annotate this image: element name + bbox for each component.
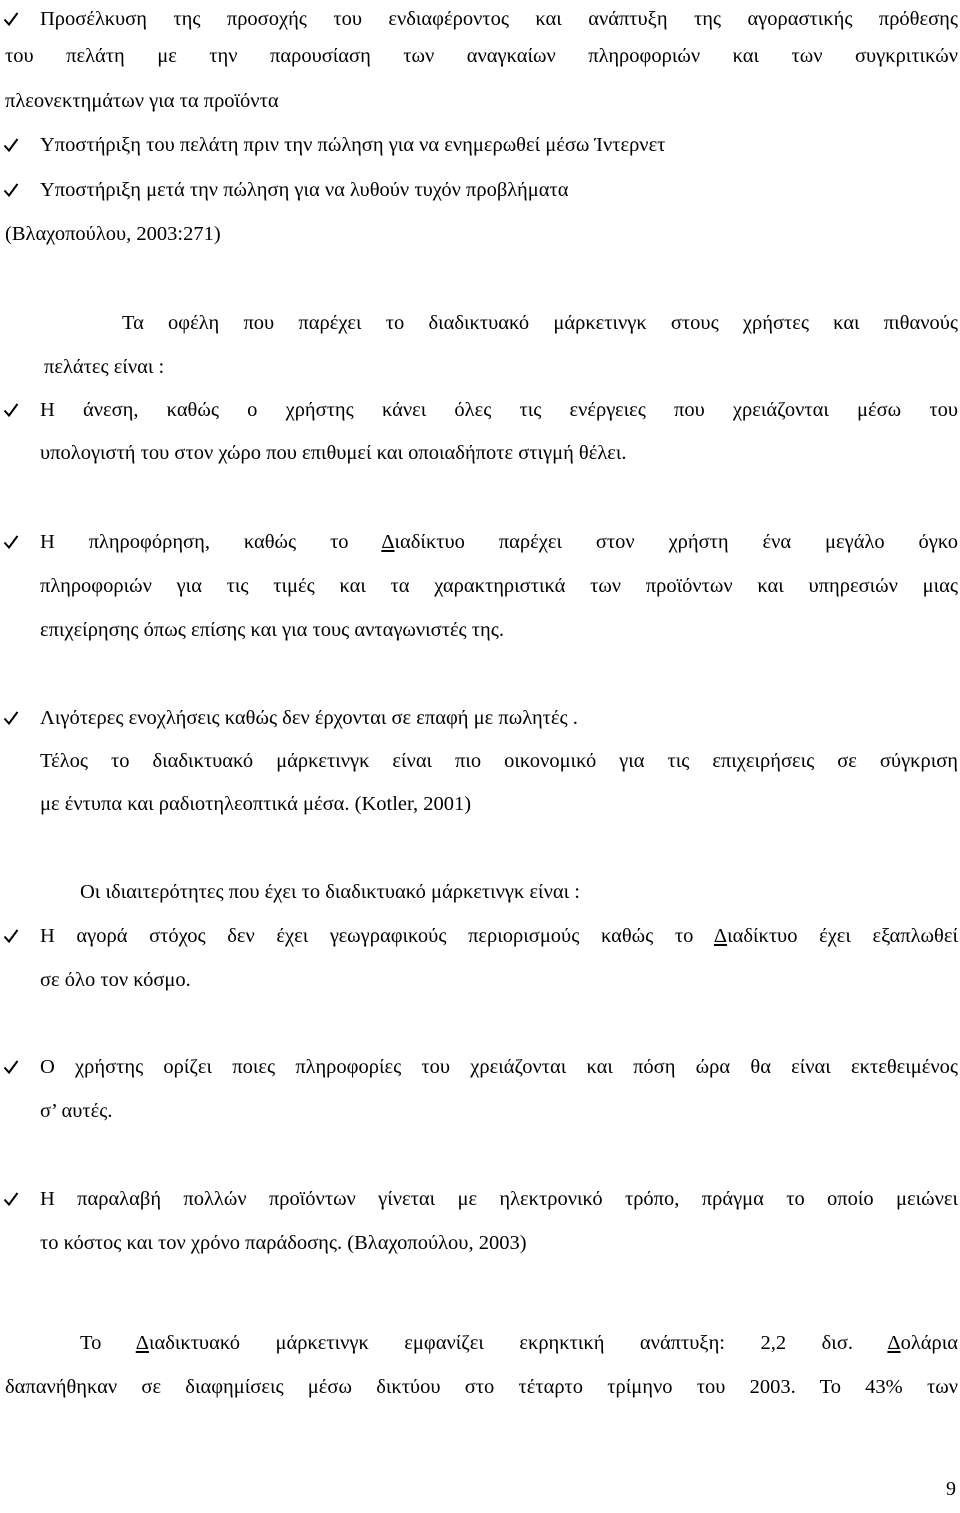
page-number: 9	[946, 1478, 956, 1500]
check-icon	[3, 123, 23, 167]
list-item: Υποστήριξη του πελάτη πριν την πώληση για να ενημερωθεί μέσω Ίντερνετ	[40, 134, 666, 156]
paragraph-line: Το Διαδικτυακό μάρκετινγκ εμφανίζει εκρηκτική ανάπτυξη: 2,2 δισ. Δολάρια	[80, 1332, 958, 1354]
check-icon	[3, 388, 23, 432]
list-item-line: Προσέλκυση της προσοχής του ενδιαφέροντος και ανάπτυξη της αγοραστικής πρόθεσης	[40, 8, 958, 30]
list-item-line: του πελάτη με την παρουσίαση των αναγκαίων πληροφοριών και των συγκριτικών	[5, 45, 958, 67]
paragraph-line: με έντυπα και ραδιοτηλεοπτικά μέσα. (Kotler, 2001)	[40, 793, 472, 815]
list-item: Λιγότερες ενοχλήσεις καθώς δεν έρχονται σε επαφή με πωλητές .	[40, 707, 578, 729]
list-item: Υποστήριξη μετά την πώληση για να λυθούν τυχόν προβλήματα	[40, 179, 569, 201]
list-item-line: Η πληροφόρηση, καθώς το Διαδίκτυο παρέχει στον χρήστη ένα μεγάλο όγκο	[40, 531, 958, 553]
list-item-line: Η αγορά στόχος δεν έχει γεωγραφικούς περιορισμούς καθώς το Διαδίκτυο έχει εξαπλωθεί	[40, 925, 958, 947]
paragraph-line: πελάτες είναι :	[44, 356, 165, 378]
check-icon	[3, 1177, 23, 1221]
check-icon	[3, 914, 23, 958]
paragraph-line: δαπανήθηκαν σε διαφημίσεις μέσω δικτύου στο τέταρτο τρίμηνο του 2003. Το 43% των	[5, 1376, 958, 1398]
paragraph-line: Οι ιδιαιτερότητες που έχει το διαδικτυακό μάρκετινγκ είναι :	[80, 881, 580, 903]
list-item-line: πλεονεκτημάτων για τα προϊόντα	[5, 90, 279, 112]
citation: (Βλαχοπούλου, 2003:271)	[5, 223, 221, 245]
list-item-line: σε όλο τον κόσμο.	[40, 969, 191, 991]
list-item-line: επιχείρησης όπως επίσης και για τους ανταγωνιστές της.	[40, 619, 505, 641]
paragraph-line: Τα οφέλη που παρέχει το διαδικτυακό μάρκετινγκ στους χρήστες και πιθανούς	[122, 312, 958, 334]
list-item-line: Η άνεση, καθώς ο χρήστης κάνει όλες τις ενέργειες που χρειάζονται μέσω του	[40, 399, 958, 421]
paragraph-line: Τέλος το διαδικτυακό μάρκετινγκ είναι πιο οικονομικό για τις επιχειρήσεις σε σύγκριση	[40, 750, 958, 772]
list-item-line: το κόστος και τον χρόνο παράδοσης. (Βλαχοπούλου, 2003)	[40, 1232, 527, 1254]
check-icon	[3, 168, 23, 212]
check-icon	[3, 696, 23, 740]
check-icon	[3, 1045, 23, 1089]
list-item-line: πληροφοριών για τις τιμές και τα χαρακτηριστικά των προϊόντων και υπηρεσιών μιας	[40, 575, 958, 597]
list-item-line: Ο χρήστης ορίζει ποιες πληροφορίες του χρειάζονται και πόση ώρα θα είναι εκτεθειμένος	[40, 1056, 958, 1078]
list-item-line: Η παραλαβή πολλών προϊόντων γίνεται με ηλεκτρονικό τρόπο, πράγμα το οποίο μειώνει	[40, 1188, 958, 1210]
list-item-line: υπολογιστή του στον χώρο που επιθυμεί και οποιαδήποτε στιγμή θέλει.	[40, 442, 627, 464]
list-item-line: σ’ αυτές.	[40, 1100, 113, 1122]
check-icon	[3, 520, 23, 564]
